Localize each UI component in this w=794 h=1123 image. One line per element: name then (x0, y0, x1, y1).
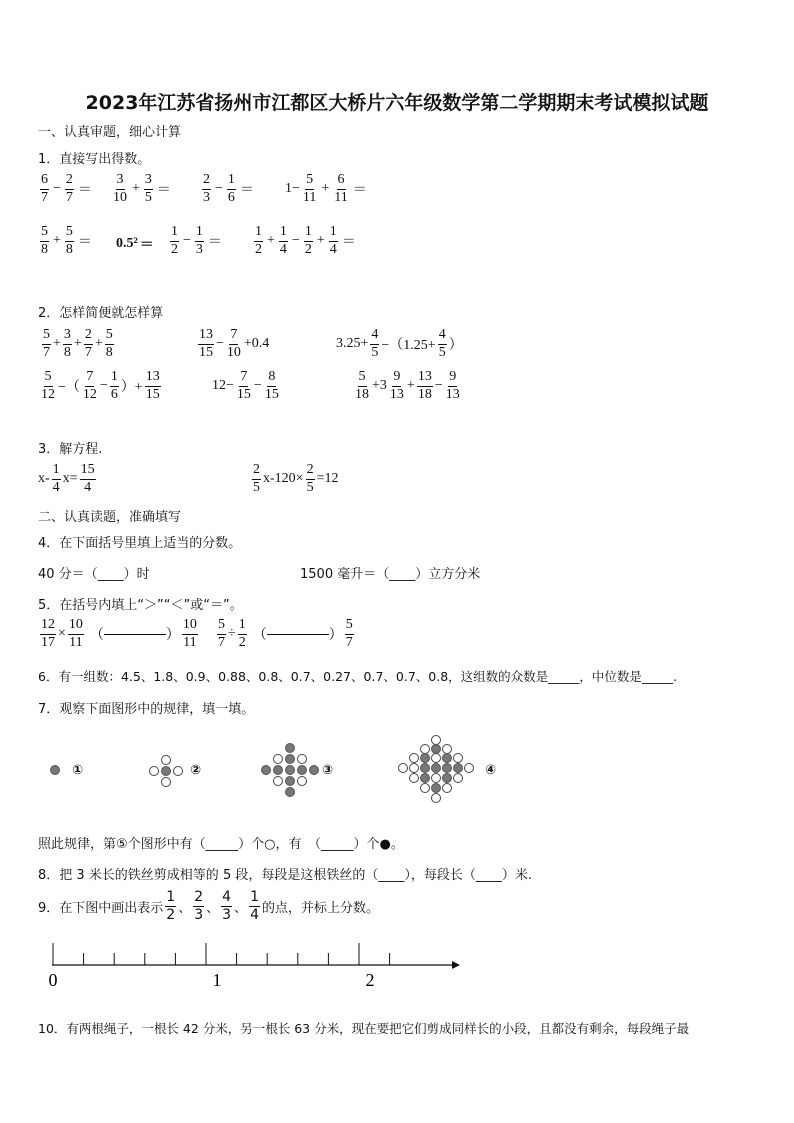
hollow-dot (431, 753, 441, 763)
q2-expr-5: 12− $\frac{7}{15}$ − $\frac{8}{15}$ (212, 369, 279, 402)
filled-dot (50, 765, 60, 775)
question-1-text: 1．直接写出得数。 (38, 152, 151, 167)
q2-expr-4: $\frac{5}{12}$ −（ $\frac{7}{12}$ − $\frac{1}{6}$ ）+ $\frac{13}{15}$ (41, 369, 160, 402)
q2-expr-1: $\frac{5}{7}$ + $\frac{3}{8}$ + $\frac{2}{7}$ + $\frac{5}{8}$ (43, 327, 113, 360)
fraction: $\frac{3}{10}$ (113, 172, 127, 205)
question-2-text: 2．怎样简便就怎样算 (38, 306, 164, 321)
hollow-dot (161, 777, 171, 787)
tick-label-0: 0 (48, 970, 58, 990)
section-heading-2: 二、认真读题，准确填写 (38, 510, 182, 525)
question-5-text: 5．在括号内填上“＞”“＜”或“＝”。 (38, 598, 243, 613)
fraction: $\frac{3}{5}$ (144, 172, 152, 205)
fraction: $\frac{1}{3}$ (195, 224, 203, 257)
hollow-dot (149, 766, 159, 776)
q4-blank-b[interactable]: 1500 毫升＝（____）立方分米 (300, 567, 481, 582)
filled-dot (431, 783, 441, 793)
q2-expr-2: $\frac{13}{15}$ − $\frac{7}{10}$ +0.4 (199, 327, 270, 360)
filled-dot (442, 763, 452, 773)
filled-dot (261, 765, 271, 775)
tick-label-2: 2 (365, 970, 375, 990)
fraction: $\frac{6}{11}$ (334, 172, 348, 205)
q1-expr-8: $\frac{1}{2}$ + $\frac{1}{4}$ − $\frac{1}{2}$ + $\frac{1}{4}$ ＝ (255, 224, 356, 257)
q5-compare-1: $\frac{12}{17}$ × $\frac{10}{11}$ （ ） $\frac{10}{11}$ (41, 617, 197, 650)
q1-expr-1: $\frac{6}{7}$ − $\frac{2}{7}$ ＝ (41, 172, 92, 205)
hollow-dot (453, 753, 463, 763)
hollow-dot (297, 776, 307, 786)
filled-dot (285, 787, 295, 797)
hollow-dot (453, 773, 463, 783)
hollow-dot (431, 793, 441, 803)
number-line-ticks (53, 943, 390, 965)
q4-blank-a[interactable]: 40 分＝（____）时 (38, 567, 150, 582)
page-title: 2023年江苏省扬州市江都区大桥片六年级数学第二学期期末考试模拟试题 (85, 92, 709, 114)
hollow-dot (173, 766, 183, 776)
filled-dot (442, 773, 452, 783)
arrow-head-icon (452, 961, 460, 969)
figure-label-3: ③ (322, 763, 334, 778)
fraction: $\frac{5}{8}$ (65, 224, 73, 257)
hollow-dot (273, 776, 283, 786)
answer-blank[interactable] (267, 634, 329, 635)
q7-answer-line[interactable]: 照此规律，第⑤个图形中有（_____）个○，有 （_____）个●。 (38, 837, 404, 852)
q1-expr-2: $\frac{3}{10}$ + $\frac{3}{5}$ ＝ (113, 172, 171, 205)
hollow-dot (431, 773, 441, 783)
question-3-text: 3．解方程. (38, 442, 103, 457)
q1-expr-7: $\frac{1}{2}$ − $\frac{1}{3}$ ＝ (171, 224, 222, 257)
hollow-dot (161, 755, 171, 765)
filled-dot (285, 765, 295, 775)
hollow-dot (409, 753, 419, 763)
hollow-dot (409, 773, 419, 783)
q3-equation-1: x- $\frac{1}{4}$ x= $\frac{15}{4}$ (38, 462, 95, 495)
filled-dot (161, 766, 171, 776)
q2-expr-6: $\frac{5}{18}$ +3 $\frac{9}{13}$ + $\frac{13}{18}$ − $\frac{9}{13}$ (355, 369, 460, 402)
filled-dot (285, 743, 295, 753)
filled-dot (273, 765, 283, 775)
q1-expr-6: 0.5² ＝ (116, 236, 154, 253)
hollow-dot (420, 783, 430, 793)
fraction: $\frac{2}{3}$ (203, 172, 210, 205)
fraction: $\frac{5}{8}$ (41, 224, 48, 257)
filled-dot (420, 753, 430, 763)
hollow-dot (398, 763, 408, 773)
fraction: $\frac{1}{2}$ (304, 224, 312, 257)
question-8-text: 8．把 3 米长的铁丝剪成相等的 5 段，每段是这根铁丝的（____），每段长（____）米. (38, 868, 532, 883)
fraction: $\frac{2}{7}$ (65, 172, 73, 205)
answer-blank[interactable] (104, 634, 166, 635)
fraction: $\frac{6}{7}$ (41, 172, 48, 205)
dot-pattern-figures (0, 728, 794, 818)
question-9-text: 9．在下图中画出表示 $\frac{1}{2}$ 、 $\frac{2}{3}$ 、 $\frac{4}{3}$ 、 $\frac{1}{4}$ 的点，并标上分数。 (38, 889, 380, 923)
number-line[interactable] (40, 935, 470, 995)
fraction: $\frac{5}{11}$ (302, 172, 317, 205)
fraction: $\frac{1}{6}$ (227, 172, 235, 205)
fraction: $\frac{1}{4}$ (329, 224, 337, 257)
section-heading-1: 一、认真审题，细心计算 (38, 125, 182, 140)
q2-expr-3: 3.25+ $\frac{4}{5}$ −（1.25+ $\frac{4}{5}$ ） (336, 327, 463, 360)
tick-label-1: 1 (212, 970, 222, 990)
filled-dot (285, 754, 295, 764)
q5-compare-2: $\frac{5}{7}$ ÷ $\frac{1}{2}$ （ ） $\frac{5}{7}$ (218, 617, 353, 650)
question-7-text: 7．观察下面图形中的规律，填一填。 (38, 702, 255, 717)
hollow-dot (464, 763, 474, 773)
figure-label-4: ④ (485, 763, 497, 778)
question-6-text: 6．有一组数：4.5、1.8、0.9、0.88、0.8、0.7、0.27、0.7、0.7、0.8，这组数的众数是_____，中位数是_____. (38, 669, 678, 684)
hollow-dot (409, 763, 419, 773)
filled-dot (420, 773, 430, 783)
figure-label-1: ① (72, 763, 84, 778)
hollow-dot (297, 754, 307, 764)
fraction: $\frac{1}{2}$ (255, 224, 262, 257)
fraction: $\frac{1}{4}$ (279, 224, 287, 257)
hollow-dot (442, 783, 452, 793)
fraction: $\frac{1}{2}$ (171, 224, 178, 257)
figure-label-2: ② (190, 763, 202, 778)
filled-dot (442, 753, 452, 763)
question-4-text: 4．在下面括号里填上适当的分数。 (38, 536, 242, 551)
q1-expr-3: $\frac{2}{3}$ − $\frac{1}{6}$ ＝ (203, 172, 254, 205)
q3-equation-2: $\frac{2}{5}$ x-120× $\frac{2}{5}$ =12 (253, 462, 339, 495)
hollow-dot (273, 754, 283, 764)
filled-dot (285, 776, 295, 786)
question-10-text: 10．有两根绳子，一根长 42 分米，另一根长 63 分米，现在要把它们剪成同样长的小段，且都没有剩余，每段绳子最 (38, 1021, 690, 1036)
filled-dot (431, 763, 441, 773)
q1-expr-5: $\frac{5}{8}$ + $\frac{5}{8}$ ＝ (41, 224, 92, 257)
filled-dot (309, 765, 319, 775)
filled-dot (453, 763, 463, 773)
filled-dot (420, 763, 430, 773)
q1-expr-4: 1− $\frac{5}{11}$ + $\frac{6}{11}$ ＝ (285, 172, 367, 205)
filled-dot (297, 765, 307, 775)
